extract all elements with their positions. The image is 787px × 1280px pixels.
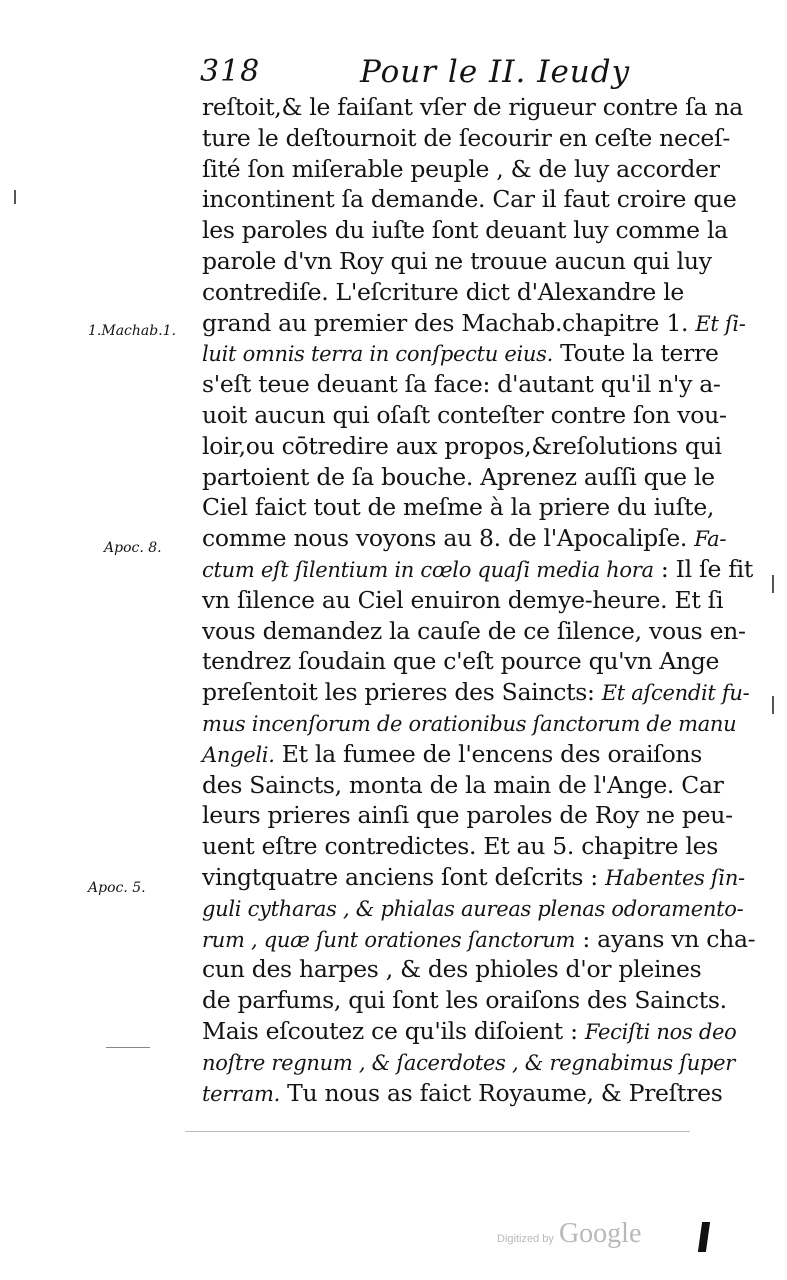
latin-quote: ctum eſt ſilentium in cœlo quaſi media hora [202,557,654,582]
scan-speck [772,575,774,593]
latin-quote: terram. [202,1081,280,1106]
text-line [202,616,746,647]
text-segment: Et la fumee de l'encens des oraiſons [274,739,703,768]
text-line [202,954,722,985]
text-line [202,831,722,862]
latin-quote: luit omnis terra in conſpectu eius. [202,342,553,367]
text-segment: s'eſt teue deuant ſa face: d'autant qu'il n'y a- [202,370,721,399]
text-segment: uoit aucun qui oſaſt conteſter contre ſon vou- [202,400,727,429]
text-line [202,431,722,462]
text-segment: Tu nous as faict Royaume, & Preſtres [279,1078,723,1107]
text-segment: ture le deſtournoit de ſecourir en ceſte neceſ- [202,123,731,152]
text-line [202,893,744,924]
text-line [202,708,737,739]
text-line [202,770,722,801]
text-segment: cun des harpes , & des phioles d'or pleines [202,955,702,984]
scan-line [185,1131,690,1132]
text-line [202,924,756,955]
text-line [202,523,727,554]
text-line [202,492,722,523]
text-segment: comme nous voyons au 8. de l'Apocalipſe. [202,524,695,553]
text-segment: leurs prieres ainſi que paroles de Roy ne peu- [202,801,733,830]
latin-quote: rum , quæ ſunt orationes ſanctorum [202,927,576,952]
text-line [202,800,733,831]
text-segment: loir,ou cōtredire aux propos,&reſolutions qui [202,431,722,460]
text-segment: : ayans vn cha- [575,924,756,953]
text-line [202,739,722,770]
latin-quote: Feciſti nos deo [584,1019,737,1044]
text-line [202,1078,722,1109]
latin-quote: Angeli. [202,742,275,767]
text-line [202,184,737,215]
scan-speck [772,696,774,714]
text-segment: vingtquatre anciens ſont deſcrits : [202,862,606,891]
text-line [202,677,750,708]
text-segment: reſtoit,& le faiſant vſer de rigueur contre ſa na [202,93,743,121]
latin-quote: Et ſi- [695,311,746,336]
text-segment: vn ſilence au Ciel enuiron demye-heure. Et ſi [202,585,724,614]
latin-quote: mus incenſorum de orationibus ſanctorum de manu [202,711,737,736]
text-line [202,246,722,277]
latin-quote: noſtre regnum , & ſacerdotes , & regnabimus ſuper [202,1050,735,1075]
text-line [202,554,753,585]
latin-quote: Et aſcendit fu- [601,681,750,706]
running-title: Pour le II. Ieudy [360,54,631,90]
text-segment: vous demandez la cauſe de ce ſilence, vous en- [202,616,746,645]
text-line [202,92,743,123]
scan-speck [14,190,16,204]
text-line [202,123,731,154]
text-segment: uent eſtre contredictes. Et au 5. chapitre les [202,832,719,861]
text-line [202,985,727,1016]
text-segment: preſentoit les prieres des Saincts: [202,678,602,707]
text-segment: de parfums, qui ſont les oraiſons des Saincts. [202,986,727,1015]
text-line [202,400,727,431]
text-segment: Toute la terre [552,339,719,368]
page-number: 318 [200,54,261,89]
text-segment: grand au premier des Machab.chapitre 1. [202,308,696,337]
text-line [202,154,722,185]
text-segment: incontinent ſa demande. Car il faut croire que [202,185,737,214]
page-header [200,54,700,94]
scan-line [106,1047,150,1048]
text-segment: contrediſe. L'eſcriture dict d'Alexandre le [202,277,685,306]
text-segment: : Il ſe fit [653,554,753,583]
body-text [202,92,756,1108]
text-segment: partoient de ſa bouche. Aprenez auſſi que le [202,462,715,491]
margin-note-apoc-8: Apoc. 8. [104,540,162,556]
text-segment: les paroles du iuſte ſont deuant luy comme la [202,216,728,245]
text-segment: ſité ſon miſerable peuple , & de luy accorder [202,154,720,183]
watermark-brand: Google [558,1218,642,1249]
text-segment: des Saincts, monta de la main de l'Ange. Car [202,770,724,799]
text-segment: Ciel faict tout de meſme à la priere du iuſte, [202,493,715,522]
text-line [202,585,722,616]
text-line [202,462,722,493]
text-line [202,1047,735,1078]
scan-corner-mark [698,1222,710,1252]
latin-quote: Habentes ſin- [605,865,745,890]
text-line [202,308,746,339]
google-watermark [497,1218,641,1250]
margin-note-machab: 1.Machab.1. [88,323,177,339]
text-line [202,338,722,369]
text-line [202,215,728,246]
text-line [202,369,722,400]
watermark-prefix: Digitized by [497,1233,554,1245]
text-segment: tendrez ſoudain que c'eſt pource qu'vn Ange [202,647,720,676]
text-line [202,1016,737,1047]
margin-note-apoc-5: Apoc. 5. [88,880,146,896]
text-segment: parole d'vn Roy qui ne trouue aucun qui luy [202,246,712,275]
text-segment: Mais eſcoutez ce qu'ils diſoient : [202,1016,585,1045]
latin-quote: guli cytharas , & phialas aureas plenas odoramento- [202,896,744,921]
text-line [202,646,722,677]
text-line [202,277,722,308]
text-line [202,862,745,893]
latin-quote: Fa- [694,527,727,552]
